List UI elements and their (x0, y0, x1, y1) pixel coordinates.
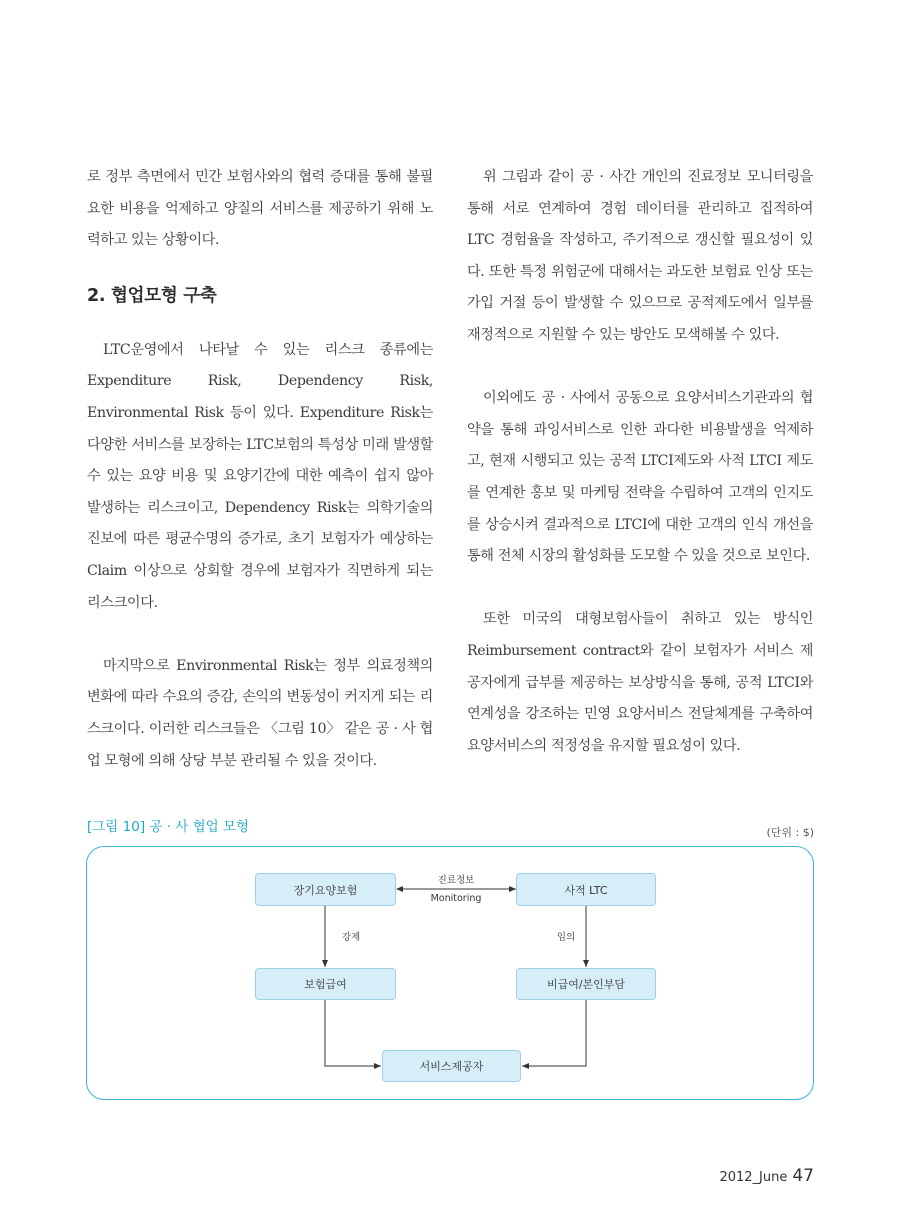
issue-date: 2012_June (719, 1170, 788, 1185)
label-medical-info: 진료정보 (437, 875, 475, 886)
node-insurance-benefit: 보험급여 (255, 968, 396, 1000)
figure-unit: (단위 : $) (766, 826, 814, 839)
left-paragraph-1: 로 정부 측면에서 민간 보험사와의 협력 증대를 통해 불필요한 비용을 억제하고 양질의 서비스를 제공하기 위해 노력하고 있는 상황이다. (87, 169, 433, 249)
node-non-benefit: 비급여/본인부담 (516, 968, 656, 1000)
figure-title: [그림 10] 공 · 사 협업 모형 (87, 819, 250, 835)
right-paragraph-2: 이외에도 공 · 사에서 공동으로 요양서비스기관과의 협약을 통해 과잉서비스로 인한 과다한 비용발생을 억제하고, 현재 시행되고 있는 공적 LTCI제도와 사적 LTCI 제도를 연계한 홍보 및 마케팅 전략을 수립하여 고객의 인지도를 상승시켜 결과적으로 LTCI에 대한 고객의 인식 개선을 통해 전체 시장의 활성화를 도모할 수 있을 것으로 보인다. (467, 390, 813, 565)
nonbenefit-to-provider-arrow (522, 1000, 586, 1066)
label-voluntary: 임의 (556, 932, 576, 943)
right-paragraph-3: 또한 미국의 대형보험사들이 취하고 있는 방식인 Reimbursement contract와 같이 보험자가 서비스 제공자에게 급부를 제공하는 보상방식을 통해, 공적 LTCI와 연계성을 강조하는 민영 요양서비스 전달체계를 구축하여 요양서비스의 적정성을 유지할 필요성이 있다. (467, 611, 813, 754)
label-monitoring: Monitoring (430, 893, 482, 904)
benefit-to-provider-arrow (325, 1000, 381, 1066)
page-number: 47 (792, 1166, 814, 1186)
left-paragraph-3: 마지막으로 Environmental Risk는 정부 의료정책의 변화에 따라 수요의 증감, 손익의 변동성이 커지게 되는 리스크이다. 이러한 리스크들은 〈그림 10〉 같은 공 · 사 협업 모형에 의해 상당 부분 관리될 수 있을 것이다. (87, 657, 433, 769)
node-private-ltc: 사적 LTC (516, 873, 656, 906)
node-public-ltc-insurance: 장기요양보험 (255, 873, 396, 906)
section-heading: 2. 협업모형 구축 (87, 285, 217, 306)
label-mandatory: 강제 (341, 932, 361, 943)
left-paragraph-2: LTC운영에서 나타날 수 있는 리스크 종류에는 Expenditure Risk, Dependency Risk, Environmental Risk 등이 있다. Expenditure Risk는 다양한 서비스를 보장하는 LTC보험의 특성상 미래 발생할 수 있는 요양 비용 및 요양기간에 대한 예측이 쉽지 않아 발생하는 리스크이고, Dependency Risk는 의학기술의 진보에 따른 평균수명의 증가로, 초기 보험자가 예상하는 Claim 이상으로 상회할 경우에 보험자가 직면하게 되는 리스크이다. (87, 341, 433, 611)
right-paragraph-1: 위 그림과 같이 공 · 사간 개인의 진료정보 모니터링을 통해 서로 연계하여 경험 데이터를 관리하고 집적하여 LTC 경험율을 작성하고, 주기적으로 갱신할 필요성이 있다. 또한 특정 위험군에 대해서는 과도한 보험료 인상 또는 가입 거절 등이 발생할 수 있으므로 공적제도에서 일부를 재정적으로 지원할 수 있는 방안도 모색해볼 수 있다. (467, 169, 813, 343)
page-footer (719, 1166, 814, 1186)
node-service-provider: 서비스제공자 (382, 1050, 521, 1082)
